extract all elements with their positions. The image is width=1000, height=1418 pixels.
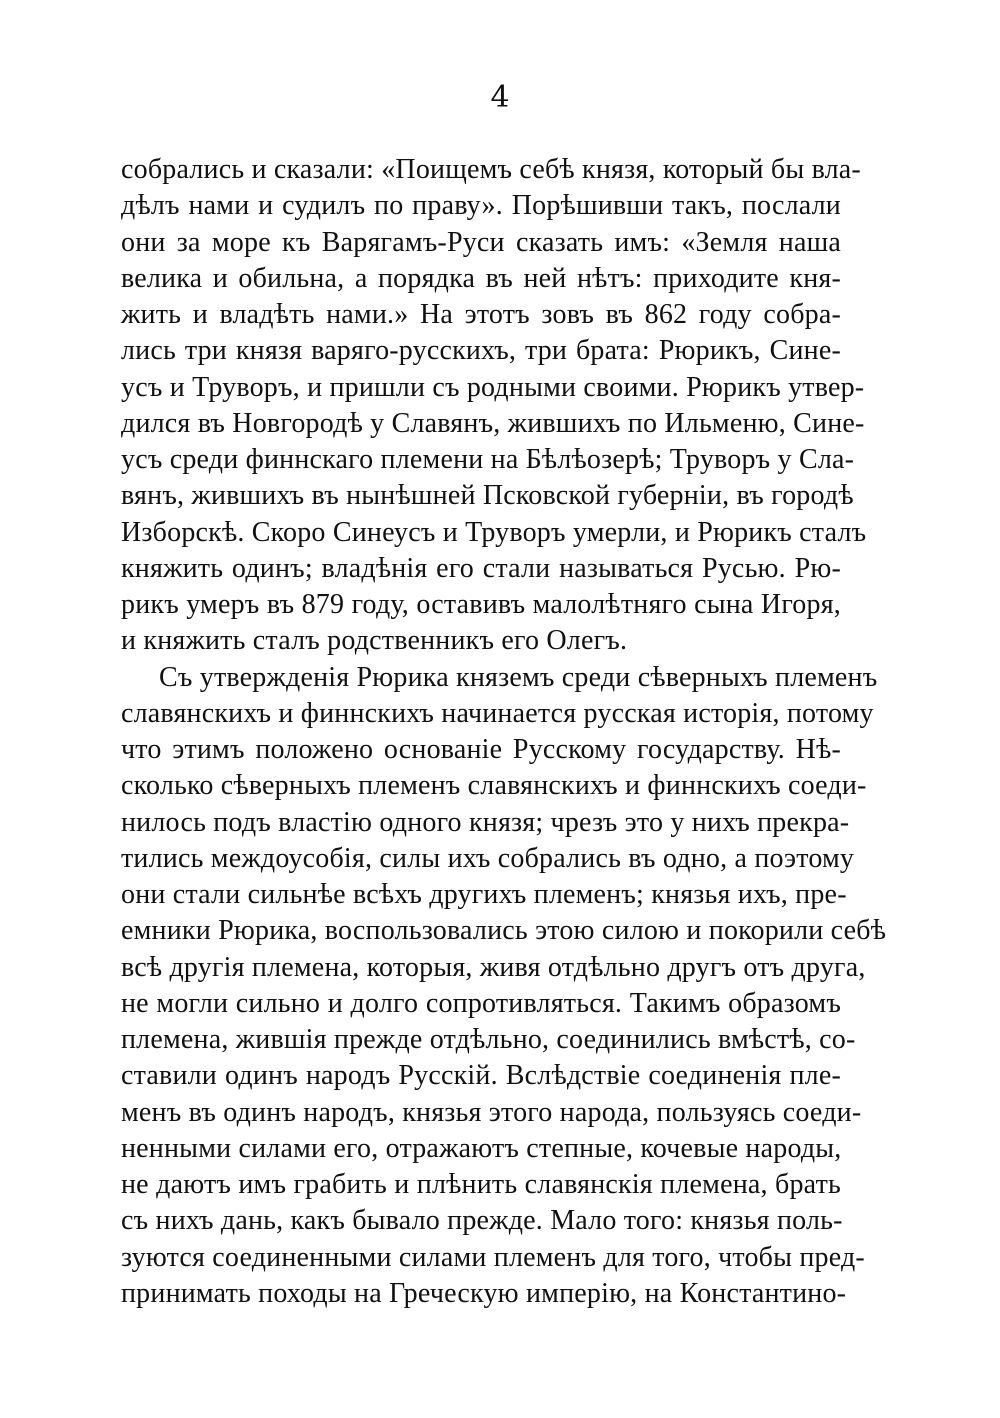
text-line: не даютъ имъ грабить и плѣнить славянскія племена, брать: [121, 1169, 841, 1200]
text-line: вянъ, жившихъ въ нынѣшней Псковской губерніи, въ городѣ: [121, 480, 854, 512]
text-line: велика и обильна, а порядка въ ней нѣтъ: приходите кня-: [121, 262, 841, 294]
text-line: они стали сильнѣе всѣхъ другихъ племенъ; князья ихъ, пре-: [121, 879, 847, 910]
text-line: славянскихъ и финнскихъ начинается русская исторія, потому: [121, 697, 874, 729]
text-line: усъ среди финнскаго племени на Бѣлѣозерѣ; Труворъ у Сла-: [121, 444, 855, 475]
text-line: что этимъ положено основаніе Русскому государству. Нѣ-: [121, 734, 841, 765]
text-line: лись три князя варяго-русскихъ, три брата: Рюрикъ, Сине-: [121, 335, 841, 367]
text-line: жить и владѣть нами.» На этотъ зовъ въ 862 году собра-: [121, 299, 841, 330]
text-line: не могли сильно и долго сопротивляться. Такимъ образомъ: [121, 987, 841, 1019]
text-line: Изборскѣ. Скоро Синеусъ и Труворъ умерли, и Рюрикъ сталъ: [121, 516, 867, 548]
text-line: усъ и Труворъ, и пришли съ родными своими. Рюрикъ утвер-: [121, 371, 865, 403]
text-line: принимать походы на Греческую имперію, на Константино-: [121, 1277, 847, 1309]
text-line: ненными силами его, отражаютъ степные, кочевые народы,: [121, 1132, 842, 1164]
text-line: Съ утвержденія Рюрика княземъ среди сѣверныхъ племенъ: [159, 661, 878, 693]
text-line: сколько сѣверныхъ племенъ славянскихъ и финнскихъ соеди-: [121, 770, 867, 802]
text-line: съ нихъ дань, какъ бывало прежде. Мало того: князья поль-: [121, 1205, 843, 1237]
text-line: дился въ Новгородѣ у Славянъ, жившихъ по Ильменю, Сине-: [121, 407, 865, 439]
text-line: рикъ умеръ въ 879 году, оставивъ малолѣтняго сына Игоря,: [121, 589, 841, 620]
page-number: 4: [490, 80, 510, 115]
text-line: они за море къ Варягамъ-Руси сказать имъ: «Земля наша: [121, 226, 841, 258]
text-line: и княжить сталъ родственникъ его Олегъ.: [121, 625, 628, 657]
text-line: нилось подъ властію одного князя; чрезъ это у нихъ прекра-: [121, 806, 850, 838]
text-line: княжить одинъ; владѣнія его стали называться Русью. Рю-: [121, 552, 841, 584]
text-line: зуются соединенными силами племенъ для того, чтобы пред-: [121, 1241, 865, 1273]
text-line: племена, жившія прежде отдѣльно, соединились вмѣстѣ, со-: [121, 1024, 856, 1055]
body-text: [121, 152, 887, 1312]
text-line: дѣлъ нами и судилъ по праву». Порѣшивши такъ, послали: [121, 190, 841, 222]
text-line: тились междоусобія, силы ихъ собрались въ одно, а поэтому: [121, 842, 855, 874]
text-line: собрались и сказали: «Поищемъ себѣ князя, который бы вла-: [121, 154, 861, 185]
text-line: всѣ другія племена, которыя, живя отдѣльно другъ отъ друга,: [121, 951, 866, 983]
text-line: менъ въ одинъ народъ, князья этого народа, пользуясь соеди-: [121, 1096, 862, 1128]
text-line: емники Рюрика, воспользовались этою силою и покорили себѣ: [121, 915, 887, 947]
text-line: ставили одинъ народъ Русскій. Вслѣдствіе соединенія пле-: [121, 1060, 841, 1092]
